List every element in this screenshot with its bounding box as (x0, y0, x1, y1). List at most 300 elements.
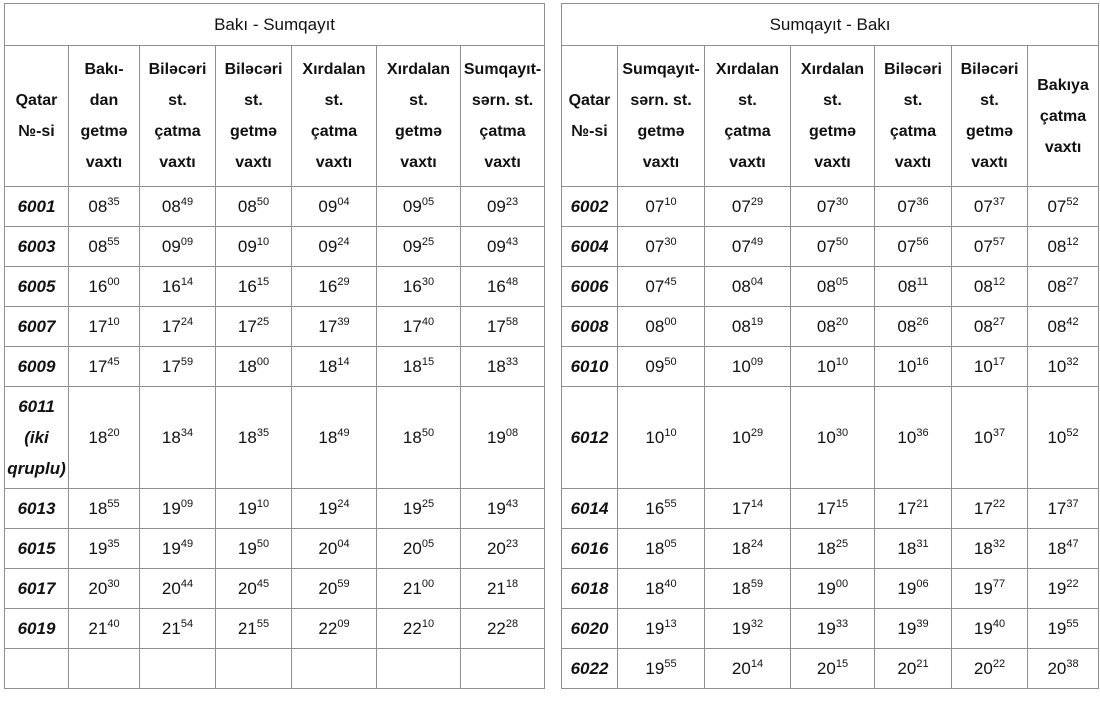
time-minutes: 00 (835, 577, 849, 590)
time-minutes: 28 (505, 617, 519, 630)
time-cell (461, 347, 545, 387)
time-hours: 18 (897, 538, 917, 558)
time-minutes: 45 (107, 355, 120, 368)
time-hours: 19 (645, 658, 665, 678)
time-minutes: 32 (1066, 355, 1079, 368)
time-minutes: 14 (750, 497, 764, 510)
train-number-line: 6013 (17, 499, 56, 518)
time-minutes: 44 (180, 577, 194, 590)
time-hours: 08 (816, 276, 836, 296)
time-minutes: 09 (180, 497, 194, 510)
time-minutes: 34 (180, 426, 194, 439)
column-header-line: st. (903, 92, 923, 109)
train-number-line: qruplu) (7, 459, 66, 478)
train-number-line: 6022 (570, 659, 609, 678)
time-minutes: 56 (916, 235, 929, 248)
train-number-line: 6015 (17, 539, 56, 558)
time-minutes: 00 (664, 315, 677, 328)
time-minutes: 09 (750, 355, 764, 368)
train-number-line: 6020 (570, 619, 609, 638)
time-cell (216, 649, 292, 689)
time-hours: 21 (237, 618, 257, 638)
time-cell (377, 569, 461, 609)
column-header-line: getmə (965, 123, 1014, 140)
time-minutes: 30 (421, 275, 435, 288)
time-cell (140, 387, 216, 489)
time-hours: 08 (237, 196, 257, 216)
time-hours: 18 (731, 578, 751, 598)
time-hours: 07 (645, 236, 665, 256)
time-cell (216, 489, 292, 529)
time-minutes: 42 (1066, 315, 1079, 328)
time-hours: 17 (88, 356, 108, 376)
time-cell (618, 649, 705, 689)
time-minutes: 49 (180, 195, 194, 208)
time-hours: 17 (237, 316, 257, 336)
time-cell (791, 529, 875, 569)
time-cell (69, 387, 140, 489)
column-header-line: dan (89, 92, 119, 109)
column-header-line: getmə (637, 123, 685, 140)
time-cell (705, 489, 791, 529)
time-hours: 18 (402, 427, 422, 447)
time-hours: 17 (486, 316, 506, 336)
table-title-row (562, 4, 1099, 46)
time-minutes: 06 (916, 577, 929, 590)
time-minutes: 29 (337, 275, 350, 288)
time-minutes: 04 (750, 275, 764, 288)
time-hours: 10 (1047, 427, 1067, 447)
column-header-line: Xırdalan (386, 61, 451, 78)
time-minutes: 39 (916, 617, 929, 630)
column-header-row (562, 46, 1099, 187)
time-hours: 18 (237, 427, 257, 447)
time-hours: 08 (973, 276, 993, 296)
time-cell (461, 529, 545, 569)
time-hours: 16 (318, 276, 338, 296)
column-header-line: çatma (154, 123, 201, 140)
time-minutes: 49 (180, 537, 194, 550)
time-minutes: 15 (421, 355, 435, 368)
time-hours: 10 (973, 356, 993, 376)
time-minutes: 37 (992, 426, 1006, 439)
time-cell (377, 609, 461, 649)
time-cell (791, 227, 875, 267)
time-hours: 07 (816, 236, 836, 256)
column-header-line: vaxtı (400, 154, 437, 171)
table-row (562, 307, 1099, 347)
time-cell (377, 387, 461, 489)
time-hours: 20 (161, 578, 181, 598)
column-header-line: Bakıya (1037, 76, 1089, 94)
time-cell (1028, 649, 1099, 689)
time-hours: 18 (402, 356, 422, 376)
time-cell (461, 489, 545, 529)
train-number-line: 6006 (570, 277, 609, 296)
time-minutes: 15 (256, 275, 270, 288)
time-hours: 18 (318, 427, 338, 447)
train-number (5, 187, 69, 227)
time-minutes: 36 (916, 426, 929, 439)
time-minutes: 55 (664, 497, 677, 510)
table-row (5, 387, 545, 489)
train-number-line: 6003 (17, 237, 56, 256)
column-header (705, 46, 791, 187)
time-cell (292, 307, 377, 347)
time-minutes: 04 (337, 537, 350, 550)
column-header (618, 46, 705, 187)
train-number-line: 6007 (17, 317, 56, 336)
time-hours: 17 (973, 498, 993, 518)
train-number-line: 6018 (570, 579, 609, 598)
time-cell (1028, 529, 1099, 569)
table-row (562, 267, 1099, 307)
time-minutes: 10 (256, 235, 270, 248)
time-hours: 07 (645, 196, 665, 216)
time-cell (140, 609, 216, 649)
time-cell (791, 307, 875, 347)
time-minutes: 30 (835, 426, 849, 439)
time-cell (618, 609, 705, 649)
train-number (5, 649, 69, 689)
time-cell (618, 529, 705, 569)
time-cell (1028, 267, 1099, 307)
time-minutes: 29 (750, 195, 764, 208)
time-cell (140, 569, 216, 609)
time-minutes: 55 (256, 617, 270, 630)
time-cell (216, 347, 292, 387)
column-header (5, 46, 69, 187)
time-minutes: 58 (505, 315, 519, 328)
time-cell (952, 529, 1028, 569)
time-minutes: 49 (750, 235, 764, 248)
time-hours: 18 (645, 538, 665, 558)
time-cell (791, 489, 875, 529)
table-row (5, 347, 545, 387)
time-hours: 18 (645, 578, 665, 598)
time-minutes: 26 (916, 315, 929, 328)
train-number (5, 569, 69, 609)
time-hours: 19 (816, 618, 836, 638)
time-cell (69, 267, 140, 307)
train-number-line: 6004 (570, 237, 609, 256)
time-hours: 16 (645, 498, 665, 518)
time-cell (1028, 489, 1099, 529)
time-minutes: 52 (1066, 426, 1079, 439)
time-hours: 19 (88, 538, 108, 558)
time-cell (875, 347, 952, 387)
train-number (5, 489, 69, 529)
column-header (216, 46, 292, 187)
time-cell (140, 649, 216, 689)
time-cell (292, 387, 377, 489)
time-hours: 19 (161, 538, 181, 558)
time-minutes: 10 (421, 617, 435, 630)
time-cell (705, 347, 791, 387)
column-header (562, 46, 618, 187)
time-minutes: 40 (992, 617, 1006, 630)
table-title: Sumqayıt - Bakı (562, 4, 1099, 46)
time-cell (791, 187, 875, 227)
train-number-line: 6017 (17, 579, 56, 598)
time-cell (1028, 307, 1099, 347)
column-header-line: vaxtı (814, 154, 851, 171)
time-hours: 10 (973, 427, 993, 447)
time-cell (377, 489, 461, 529)
time-minutes: 10 (256, 497, 270, 510)
time-hours: 19 (237, 538, 257, 558)
time-cell (69, 569, 140, 609)
table-row (562, 529, 1099, 569)
time-hours: 19 (237, 498, 257, 518)
time-hours: 08 (645, 316, 665, 336)
time-cell (875, 227, 952, 267)
table-row (5, 307, 545, 347)
time-cell (952, 347, 1028, 387)
time-hours: 19 (973, 618, 993, 638)
time-hours: 08 (88, 196, 108, 216)
time-minutes: 27 (1066, 275, 1079, 288)
time-minutes: 25 (421, 235, 435, 248)
train-number-line: 6009 (17, 357, 56, 376)
column-header-line: vaxtı (315, 154, 353, 171)
time-minutes: 39 (337, 315, 350, 328)
time-hours: 07 (816, 196, 836, 216)
column-header-line: st. (409, 92, 428, 109)
time-cell (952, 227, 1028, 267)
time-hours: 22 (402, 618, 422, 638)
time-minutes: 25 (421, 497, 435, 510)
train-number (562, 307, 618, 347)
time-hours: 09 (161, 236, 181, 256)
table-row (562, 489, 1099, 529)
time-cell (875, 267, 952, 307)
time-minutes: 43 (505, 497, 519, 510)
time-minutes: 12 (1066, 235, 1079, 248)
column-header-line: getmə (229, 123, 278, 140)
column-header-line: Bakı- (84, 61, 124, 78)
time-hours: 20 (897, 658, 917, 678)
time-cell (875, 529, 952, 569)
table-title-row (5, 4, 545, 46)
time-cell (618, 267, 705, 307)
column-header-line: st. (823, 92, 842, 109)
time-minutes: 32 (992, 537, 1006, 550)
time-hours: 17 (731, 498, 751, 518)
time-cell (140, 307, 216, 347)
time-hours: 10 (816, 427, 836, 447)
column-header (791, 46, 875, 187)
time-minutes: 25 (835, 537, 849, 550)
time-cell (461, 227, 545, 267)
column-header-line: vaxtı (971, 154, 1008, 171)
time-hours: 20 (318, 538, 338, 558)
time-hours: 19 (318, 498, 338, 518)
time-cell (292, 649, 377, 689)
time-minutes: 17 (992, 355, 1006, 368)
time-minutes: 55 (664, 657, 677, 670)
time-cell (292, 529, 377, 569)
time-minutes: 29 (750, 426, 764, 439)
time-cell (875, 387, 952, 489)
time-cell (292, 609, 377, 649)
time-hours: 21 (486, 578, 506, 598)
time-hours: 10 (645, 427, 665, 447)
train-number (562, 347, 618, 387)
time-minutes: 37 (992, 195, 1006, 208)
column-header-line: getmə (80, 123, 128, 140)
time-hours: 16 (402, 276, 422, 296)
time-hours: 17 (816, 498, 836, 518)
time-minutes: 10 (835, 355, 849, 368)
column-header-line: çatma (724, 123, 771, 140)
time-minutes: 36 (916, 195, 929, 208)
time-hours: 10 (897, 356, 917, 376)
time-hours: 21 (161, 618, 181, 638)
column-header-line: Xırdalan (715, 61, 780, 78)
time-cell (952, 649, 1028, 689)
time-hours: 08 (1047, 236, 1067, 256)
time-minutes: 00 (256, 355, 270, 368)
column-header-line: getmə (808, 123, 857, 140)
column-header-line: Qatar (568, 92, 611, 109)
time-hours: 17 (88, 316, 108, 336)
column-header-line: Xırdalan (302, 61, 366, 78)
table-row (562, 649, 1099, 689)
column-header-line: №-si (571, 123, 608, 140)
column-header-line: Biləcəri (884, 61, 942, 78)
column-header-line: sərn. st. (630, 92, 692, 109)
time-minutes: 50 (256, 195, 270, 208)
table-row (5, 529, 545, 569)
time-hours: 19 (486, 427, 506, 447)
time-hours: 19 (816, 578, 836, 598)
time-minutes: 24 (750, 537, 764, 550)
time-hours: 19 (486, 498, 506, 518)
time-cell (140, 187, 216, 227)
time-hours: 20 (318, 578, 338, 598)
time-minutes: 59 (337, 577, 350, 590)
time-hours: 08 (1047, 276, 1067, 296)
time-hours: 10 (897, 427, 917, 447)
time-minutes: 57 (992, 235, 1006, 248)
time-minutes: 50 (835, 235, 849, 248)
train-number (5, 267, 69, 307)
time-minutes: 15 (835, 497, 849, 510)
column-header (1028, 46, 1099, 187)
time-cell (461, 609, 545, 649)
time-cell (1028, 609, 1099, 649)
time-cell (216, 529, 292, 569)
time-minutes: 35 (107, 195, 120, 208)
time-cell (461, 187, 545, 227)
time-cell (1028, 187, 1099, 227)
time-cell (461, 267, 545, 307)
table-title: Bakı - Sumqayıt (5, 4, 545, 46)
column-header-line: çatma (889, 123, 937, 140)
column-header-line: Biləcəri (148, 61, 207, 78)
table-row (562, 187, 1099, 227)
column-header (377, 46, 461, 187)
time-minutes: 23 (505, 195, 519, 208)
time-hours: 20 (731, 658, 751, 678)
time-minutes: 32 (750, 617, 764, 630)
time-cell (461, 307, 545, 347)
time-minutes: 48 (505, 275, 519, 288)
column-header-line: st. (168, 92, 187, 109)
time-cell (618, 569, 705, 609)
time-hours: 20 (973, 658, 993, 678)
time-minutes: 55 (107, 235, 120, 248)
time-cell (705, 569, 791, 609)
train-number (562, 267, 618, 307)
column-header-line: st. (738, 92, 757, 109)
time-minutes: 40 (107, 617, 120, 630)
time-cell (461, 387, 545, 489)
time-minutes: 14 (337, 355, 350, 368)
time-minutes: 77 (992, 577, 1006, 590)
time-minutes: 24 (180, 315, 194, 328)
time-hours: 07 (731, 196, 751, 216)
time-hours: 20 (486, 538, 506, 558)
time-minutes: 10 (107, 315, 120, 328)
time-minutes: 27 (992, 315, 1006, 328)
time-cell (618, 347, 705, 387)
timetable-container (4, 3, 1098, 701)
column-header (875, 46, 952, 187)
baku-sumqayit-table (4, 3, 545, 689)
time-minutes: 31 (916, 537, 929, 550)
time-hours: 16 (88, 276, 108, 296)
column-header (952, 46, 1028, 187)
time-hours: 17 (161, 316, 181, 336)
time-minutes: 59 (750, 577, 764, 590)
time-cell (377, 227, 461, 267)
time-cell (461, 649, 545, 689)
time-minutes: 24 (337, 497, 350, 510)
time-minutes: 59 (180, 355, 194, 368)
time-minutes: 14 (750, 657, 764, 670)
time-cell (791, 649, 875, 689)
time-hours: 10 (1047, 356, 1067, 376)
time-cell (292, 187, 377, 227)
time-cell (216, 267, 292, 307)
time-cell (377, 307, 461, 347)
time-hours: 09 (237, 236, 257, 256)
time-minutes: 30 (107, 577, 120, 590)
time-hours: 17 (161, 356, 181, 376)
time-cell (618, 387, 705, 489)
time-cell (377, 649, 461, 689)
time-hours: 19 (645, 618, 665, 638)
time-minutes: 22 (992, 657, 1006, 670)
train-number-line: 6002 (570, 197, 609, 216)
time-hours: 08 (973, 316, 993, 336)
time-hours: 19 (897, 578, 917, 598)
column-header-line: vaxtı (484, 154, 521, 171)
column-header-line: çatma (479, 123, 526, 140)
time-hours: 19 (973, 578, 993, 598)
time-minutes: 22 (992, 497, 1006, 510)
time-minutes: 40 (664, 577, 677, 590)
time-hours: 20 (816, 658, 836, 678)
time-hours: 09 (486, 196, 506, 216)
time-cell (952, 267, 1028, 307)
time-minutes: 09 (180, 235, 194, 248)
time-hours: 08 (897, 276, 917, 296)
time-hours: 20 (237, 578, 257, 598)
column-header-line: çatma (1039, 107, 1087, 125)
